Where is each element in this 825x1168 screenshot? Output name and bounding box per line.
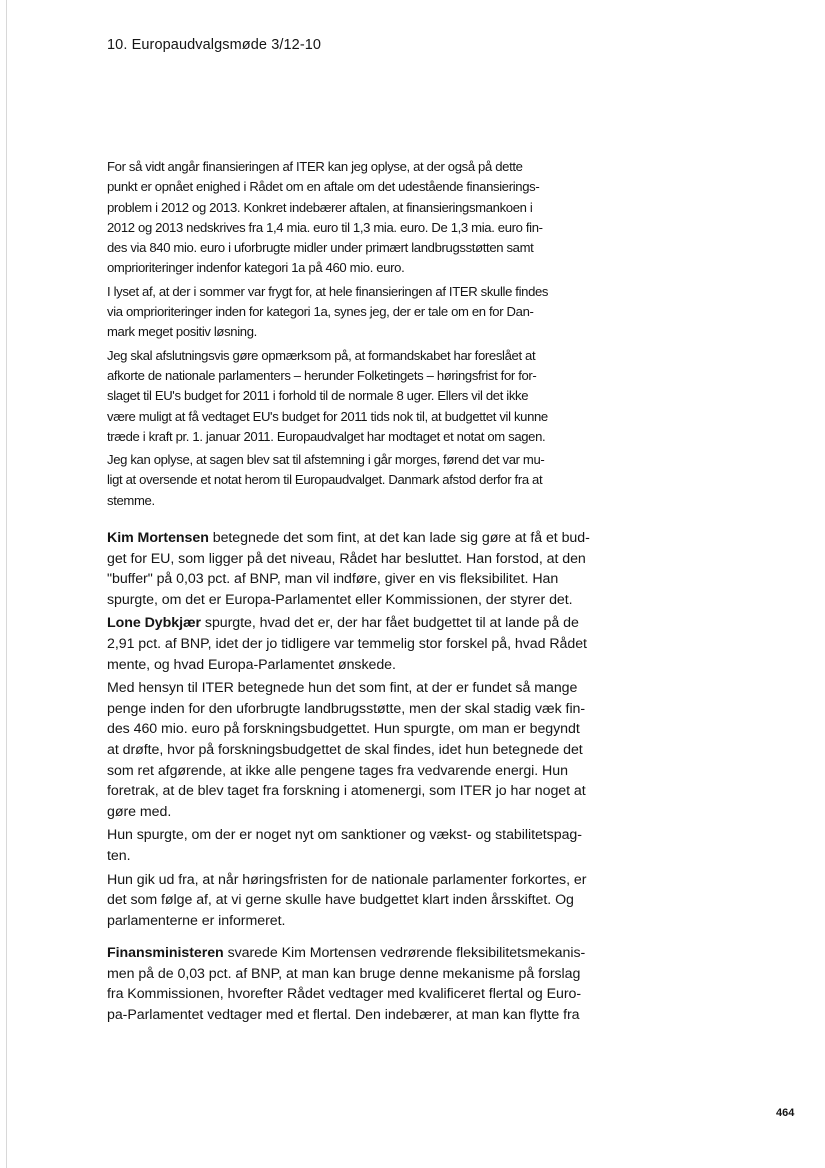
speaker-name: Kim Mortensen [107, 530, 209, 546]
text-line: des via 840 mio. euro i uforbrugte midler under primært landbrugsstøtten samt [107, 240, 534, 256]
text-line: fra Kommissionen, hvorefter Rådet vedtager med kvalificeret flertal og Euro- [107, 986, 582, 1003]
text-line [107, 528, 590, 549]
text-line: punkt er opnået enighed i Rådet om en aftale om det udestående finansierings- [107, 179, 540, 195]
text-line: Hun gik ud fra, at når høringsfristen for de nationale parlamenter forkortes, er [107, 871, 587, 888]
text-line: parlamenterne er informeret. [107, 912, 286, 929]
paragraph-positive-solution [107, 282, 585, 343]
paragraph-sanctions [107, 825, 585, 866]
text-line [107, 943, 585, 964]
text-line: slaget til EU's budget for 2011 i forhold til de normale 8 uger. Ellers vil det ikke [107, 388, 529, 404]
text-line: Jeg skal afslutningsvis gøre opmærksom på, at formandskabet har foreslået at [107, 347, 536, 363]
text-line: at drøfte, hvor på forskningsbudgettet de skal findes, idet hun betegnede det [107, 741, 583, 758]
minister-statement [107, 157, 585, 514]
text-line: problem i 2012 og 2013. Konkret indebærer aftalen, at finansieringsmankoen i [107, 199, 533, 215]
speaker-name: Lone Dybkjær [107, 615, 202, 632]
text-line: foretrak, at de blev taget fra forskning i atomenergi, som ITER jo har noget at [107, 783, 586, 800]
text-line: spurgte, om det er Europa-Parlamentet eller Kommissionen, der styrer det. [107, 591, 573, 608]
page-edge-line [6, 0, 7, 1168]
text-line: Med hensyn til ITER betegnede hun det som fint, at der er fundet så mange [107, 680, 578, 697]
text-line: omprioriteringer indenfor kategori 1a på 460 mio. euro. [107, 260, 405, 276]
paragraph-hearing [107, 870, 585, 932]
page-number: 464 [776, 1107, 795, 1119]
speaker-text: spurgte, hvad det er, der har fået budgettet til at lande på de [201, 615, 579, 632]
debate-section [107, 528, 590, 934]
speaker-text: betegnede det som fint, at det kan lade sig gøre at få et bud- [208, 530, 590, 546]
speaker-text: svarede Kim Mortensen vedrørende fleksibilitetsmekanis- [223, 945, 586, 961]
text-line: des 460 mio. euro på forskningsbudgettet. Hun spurgte, om man er begyndt [107, 721, 580, 738]
text-line: men på de 0,03 pct. af BNP, at man kan bruge denne mekanisme på forslag [107, 965, 581, 982]
text-line: træde i kraft pr. 1. januar 2011. Europaudvalget har modtaget et notat om sagen. [107, 428, 546, 444]
minister-reply [107, 943, 585, 1028]
text-line: gøre med. [107, 803, 172, 820]
text-line: Hun spurgte, om der er noget nyt om sanktioner og vækst- og stabilitetspag- [107, 827, 582, 844]
text-line: 2,91 pct. af BNP, idet der jo tidligere var temmelig stor forskel på, hvad Rådet [107, 635, 587, 652]
paragraph-iter-financing [107, 157, 585, 279]
text-line: som ret afgørende, at ikke alle pengene tages fra vedvarende energi. Hun [107, 762, 568, 779]
text-line: ten. [107, 847, 131, 864]
text-line: penge inden for den uforbrugte landbrugsstøtte, men der skal stadig væk fin- [107, 700, 586, 717]
text-line: det som følge af, at vi gerne skulle have budgettet klart inden årsskiftet. Og [107, 892, 574, 909]
paragraph-kim-mortensen [107, 528, 590, 610]
text-line: mark meget positiv løsning. [107, 324, 257, 340]
text-line: mente, og hvad Europa-Parlamentet ønskede. [107, 656, 396, 673]
text-line [107, 613, 585, 634]
text-line: være muligt at få vedtaget EU's budget for 2011 tids nok til, at budgettet vil kunne [107, 408, 548, 424]
text-line: For så vidt angår finansieringen af ITER kan jeg oplyse, at der også på dette [107, 159, 523, 174]
text-line: pa-Parlamentet vedtager med et flertal. Den indebærer, at man kan flytte fra [107, 1006, 580, 1023]
paragraph-lone-dybkjaer [107, 613, 585, 675]
text-line: ligt at oversende et notat herom til Europaudvalget. Danmark afstod derfor fra at [107, 472, 543, 488]
paragraph-vote [107, 450, 585, 511]
speaker-name: Finansministeren [107, 945, 224, 961]
text-line: 2012 og 2013 nedskrives fra 1,4 mia. euro til 1,3 mia. euro. De 1,3 mia. euro fin- [107, 219, 543, 235]
paragraph-finance-minister [107, 943, 585, 1025]
text-line: via omprioriteringer inden for kategori 1a, synes jeg, der er tale om en for Dan- [107, 304, 534, 320]
text-line: "buffer" på 0,03 pct. af BNP, man vil indføre, giver en vis fleksibilitet. Han [107, 571, 559, 588]
text-line: I lyset af, at der i sommer var frygt for, at hele finansieringen af ITER skulle findes [107, 283, 549, 299]
page-header: 10. Europaudvalgsmøde 3/12-10 [107, 37, 322, 53]
text-line: Jeg kan oplyse, at sagen blev sat til afstemning i går morges, førend det var mu- [107, 452, 545, 468]
text-line: afkorte de nationale parlamenters – herunder Folketingets – høringsfrist for for- [107, 367, 537, 383]
paragraph-iter-research [107, 678, 585, 822]
text-line: get for EU, som ligger på det niveau, Rådet har besluttet. Han forstod, at den [107, 550, 586, 567]
text-line: stemme. [107, 492, 155, 508]
paragraph-hearing-deadline [107, 346, 585, 447]
